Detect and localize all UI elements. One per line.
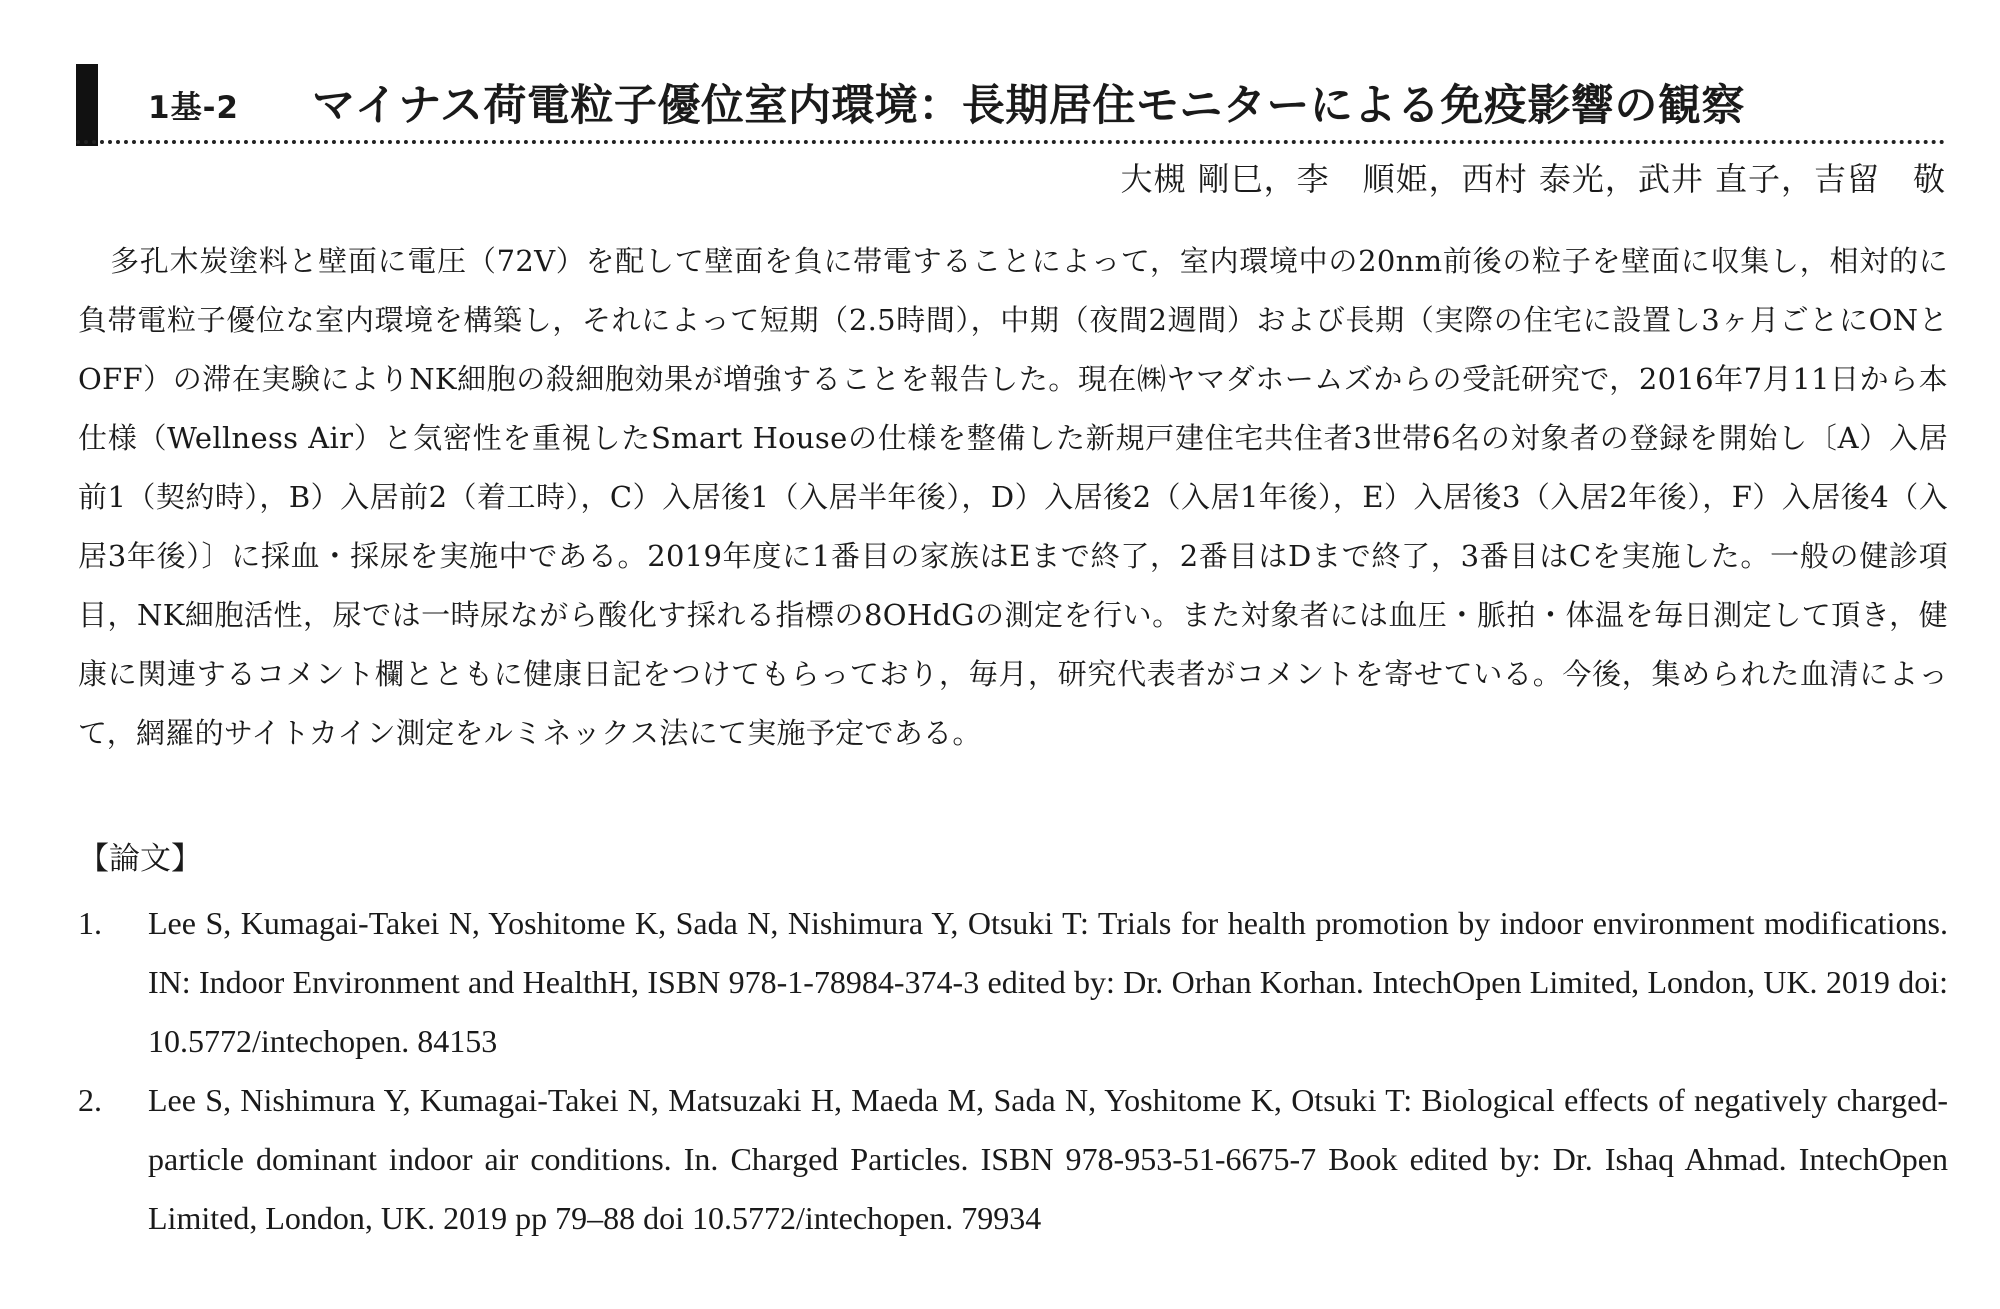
reference-number: 1. xyxy=(78,905,102,941)
abstract-paragraph: 多孔木炭塗料と壁面に電圧（72V）を配して壁面を負に帯電することによって，室内環境中の20nm前後の粒子を壁面に収集し，相対的に負帯電粒子優位な室内環境を構築し，それによって短期（2.5時間），中期（夜間2週間）および長期（実際の住宅に設置し3ヶ月ごとにONとOFF）の滞在実験によりNK細胞の殺細胞効果が増強することを報告した。現在㈱ヤマダホームズからの受託研究で，2016年7月11日から本仕様（Wellness Air）と気密性を重視したSmart Houseの仕様を整備した新規戸建住宅共住者3世帯6名の対象者の登録を開始し〔A）入居前1（契約時），B）入居前2（着工時），C）入居後1（入居半年後），D）入居後2（入居1年後），E）入居後3（入居2年後），F）入居後4（入居3年後）〕に採血・採尿を実施中である。2019年度に1番目の家族はEまで終了，2番目はDまで終了，3番目はCを実施した。一般の健診項目，NK細胞活性，尿では一時尿ながら酸化す採れる指標の8OHdGの測定を行い。また対象者には血圧・脈拍・体温を毎日測定して頂き，健康に関連するコメント欄とともに健康日記をつけてもらっており，毎月，研究代表者がコメントを寄せている。今後，集められた血清によって，網羅的サイトカイン測定をルミネックス法にて実施予定である。 xyxy=(78,244,1948,750)
reference-list xyxy=(78,894,1948,1248)
header-divider xyxy=(76,140,1946,144)
section-header xyxy=(76,64,1946,144)
reference-text: Lee S, Nishimura Y, Kumagai-Takei N, Matsuzaki H, Maeda M, Sada N, Yoshitome K, Otsuki T: Biological effects of negatively charged-particle dominant indoor air conditions. In. Charged Particles. ISBN 978-953-51-6675-7 Book edited by: Dr. Ishaq Ahmad. IntechOpen Limited, London, UK. 2019 pp 79–88 doi 10.5772/intechopen. 79934 xyxy=(148,1082,1948,1236)
page-title: マイナス荷電粒子優位室内環境：長期居住モニターによる免疫影響の観察 xyxy=(312,81,1745,131)
reference-item xyxy=(78,894,1948,1071)
reference-text: Lee S, Kumagai-Takei N, Yoshitome K, Sada N, Nishimura Y, Otsuki T: Trials for health promotion by indoor environment modifications. IN: Indoor Environment and HealthH, ISBN 978-1-78984-374-3 edited by: Dr. Orhan Korhan. IntechOpen Limited, London, UK. 2019 doi: 10.5772/intechopen. 84153 xyxy=(148,905,1948,1059)
header-marker-bar xyxy=(76,64,98,146)
papers-heading: 【論文】 xyxy=(78,841,202,877)
author-list: 大槻 剛巳，李 順姫，西村 泰光，武井 直子，吉留 敬 xyxy=(1120,160,1946,198)
section-number: 1基-2 xyxy=(148,90,240,126)
reference-item xyxy=(78,1071,1948,1248)
reference-number: 2. xyxy=(78,1082,102,1118)
